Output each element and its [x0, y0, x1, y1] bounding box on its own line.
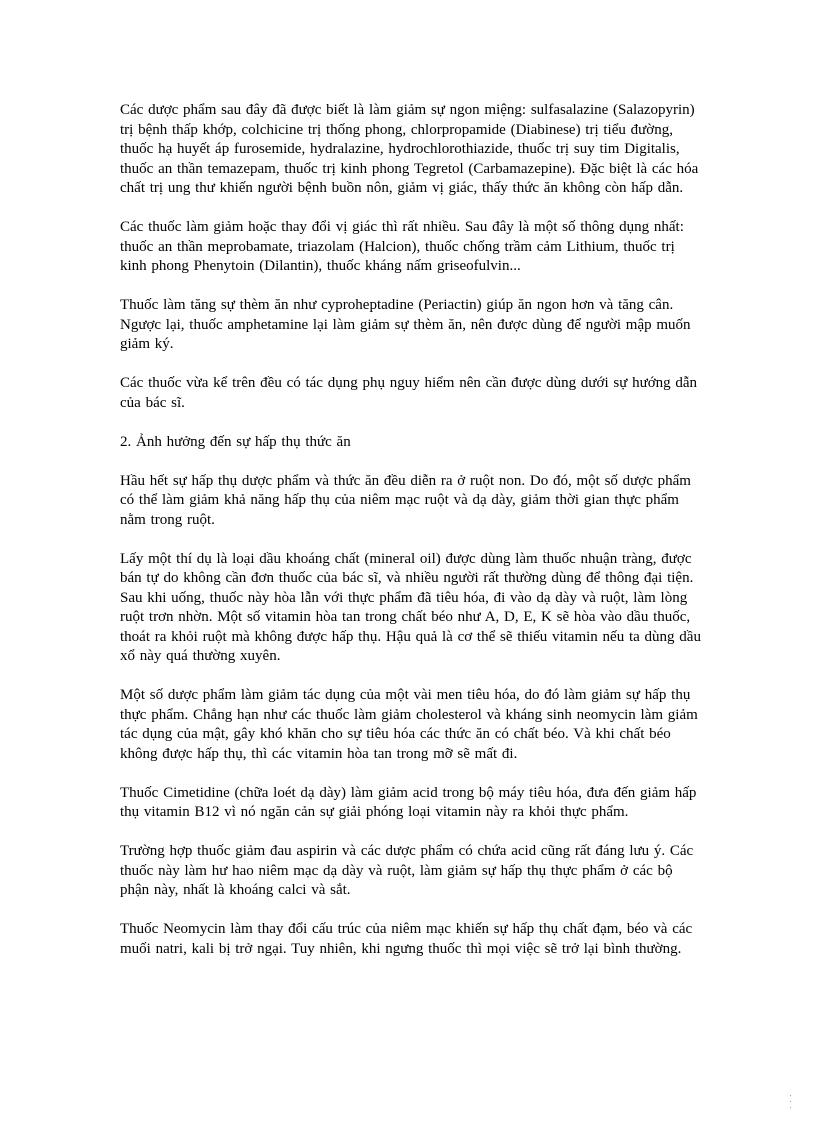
paragraph-appetite-increasing-drugs: Thuốc làm tăng sự thèm ăn như cyproheptadine (Periactin) giúp ăn ngon hơn và tăng cân. Ngược lại, thuốc amphetamine lại làm giảm sự thèm ăn, nên được dùng để người mập muốn giảm ký.: [120, 297, 691, 352]
paragraph-mineral-oil: Lấy một thí dụ là loại dầu khoáng chất (mineral oil) được dùng làm thuốc nhuận tràng, được bán tự do không cần đơn thuốc của bác sĩ, và nhiều người rất thường dùng để thông đại tiện. Sau khi uống, thuốc này hòa lẫn với thực phẩm đã tiêu hóa, đi vào dạ dày và ruột, làm lòng ruột trơn nhờn. Một số vitamin hòa tan trong chất béo như A, D, E, K sẽ hòa vào dầu thuốc, thoát ra khỏi ruột mà không được hấp thụ. Hậu quả là cơ thể sẽ thiếu vitamin nếu ta dùng dầu xổ này quá thường xuyên.: [120, 550, 701, 664]
paragraph-appetite-reducing-drugs: Các dược phẩm sau đây đã được biết là làm giảm sự ngon miệng: sulfasalazine (Salazopyrin) trị bệnh thấp khớp, colchicine trị thống phong, chlorpropamide (Diabinese) trị tiểu đường, thuốc hạ huyết áp furosemide, hydralazine, hydrochlorothiazide, thuốc trị suy tim Digitalis, thuốc an thần temazepam, thuốc trị kinh phong Tegretol (Carbamazepine). Đặc biệt là các hóa chất trị ung thư khiến người bệnh buồn nôn, giảm vị giác, thấy thức ăn không còn hấp dẫn.: [120, 102, 699, 196]
paragraph-aspirin: Trường hợp thuốc giảm đau aspirin và các dược phẩm có chứa acid cũng rất đáng lưu ý. Các thuốc này làm hư hao niêm mạc dạ dày và ruột, làm giảm sự hấp thụ thực phẩm ở các bộ phận này, nhất là khoáng calci và sắt.: [120, 843, 694, 898]
paragraph-small-intestine: Hầu hết sự hấp thụ dược phẩm và thức ăn đều diễn ra ở ruột non. Do đó, một số dược phẩm có thể làm giảm khả năng hấp thụ của niêm mạc ruột và dạ dày, giảm thời gian thực phẩm nằm trong ruột.: [120, 472, 691, 528]
section-heading-absorption: 2. Ảnh hưởng đến sự hấp thụ thức ăn: [120, 433, 351, 450]
paragraph-taste-altering-drugs: Các thuốc làm giảm hoặc thay đổi vị giác thì rất nhiều. Sau đây là một số thông dụng nhất: thuốc an thần meprobamate, triazolam (Halcion), thuốc chống trầm cảm Lithium, thuốc trị kinh phong Phenytoin (Dilantin), thuốc kháng nấm griseofulvin...: [120, 219, 684, 274]
paragraph-digestive-enzymes: Một số dược phẩm làm giảm tác dụng của một vài men tiêu hóa, do đó làm giảm sự hấp thụ thực phẩm. Chẳng hạn như các thuốc làm giảm cholesterol và kháng sinh neomycin làm giảm tác dụng của mật, gây khó khăn cho sự tiêu hóa các thức ăn có chất béo. Và khi chất béo không được hấp thụ, thì các vitamin hòa tan trong mỡ sẽ mất đi.: [120, 687, 698, 762]
page-corner-marks: [786, 1093, 796, 1113]
paragraph-cimetidine: Thuốc Cimetidine (chữa loét dạ dày) làm giảm acid trong bộ máy tiêu hóa, đưa đến giảm hấp thụ vitamin B12 vì nó ngăn cản sự giải phóng loại vitamin này ra khỏi thực phẩm.: [120, 784, 697, 820]
paragraph-neomycin: Thuốc Neomycin làm thay đổi cấu trúc của niêm mạc khiến sự hấp thụ chất đạm, béo và các muối natri, kali bị trở ngại. Tuy nhiên, khi ngưng thuốc thì mọi việc sẽ trở lại bình thường.: [120, 921, 693, 957]
document-page: [120, 101, 705, 979]
paragraph-side-effects-warning: Các thuốc vừa kể trên đều có tác dụng phụ nguy hiểm nên cần được dùng dưới sự hướng dẫn của bác sĩ.: [120, 375, 698, 411]
